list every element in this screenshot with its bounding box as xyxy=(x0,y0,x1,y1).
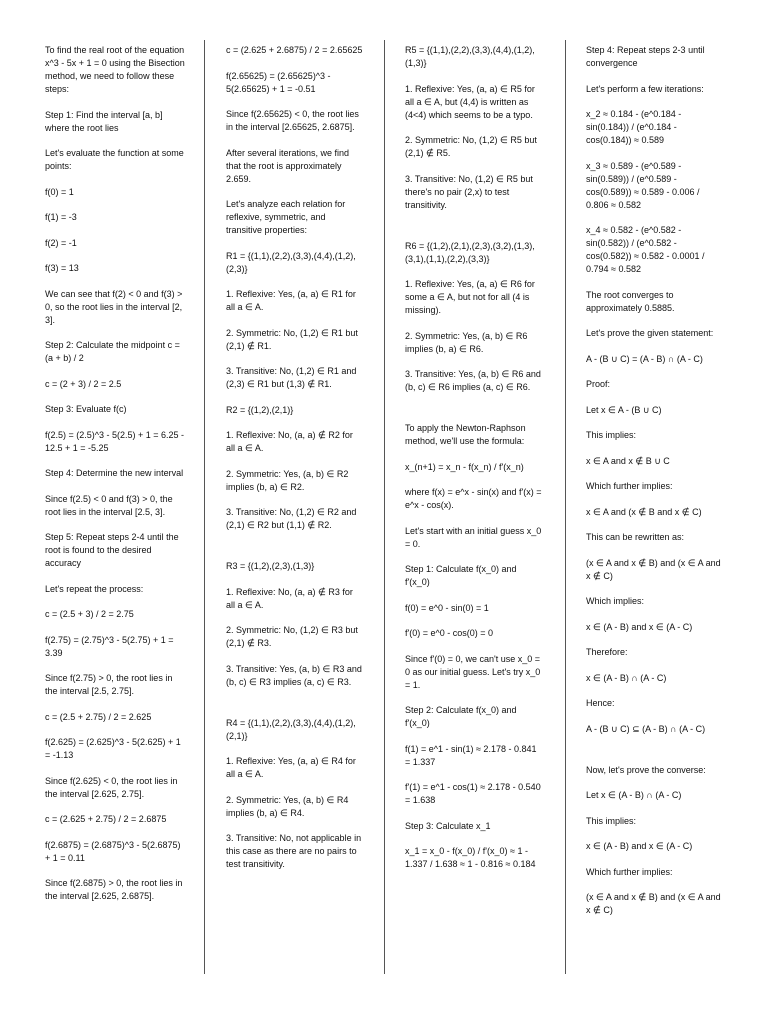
paragraph: Let x ∈ A - (B ∪ C) xyxy=(586,404,662,415)
paragraph: R6 = {(1,2),(2,1),(2,3),(3,2),(1,3),(3,1),(1,1),(2,2),(3,3)} xyxy=(405,240,535,264)
paragraph: 1. Reflexive: No, (a, a) ∉ R3 for all a ∈ A. xyxy=(226,586,353,610)
paragraph: x ∈ (A - B) ∩ (A - C) xyxy=(586,672,667,683)
paragraph: 2. Symmetric: Yes, (a, b) ∈ R2 implies (b, a) ∈ R2. xyxy=(226,468,349,492)
paragraph: Let's evaluate the function at some points: xyxy=(45,148,184,171)
paragraph: f'(1) = e^1 - cos(1) ≈ 2.178 - 0.540 = 1.638 xyxy=(405,782,541,805)
paragraph: f(0) = 1 xyxy=(45,186,74,197)
paragraph: A - (B ∪ C) = (A - B) ∩ (A - C) xyxy=(586,353,703,364)
paragraph: f(2.75) = (2.75)^3 - 5(2.75) + 1 = 3.39 xyxy=(45,634,174,658)
paragraph: 2. Symmetric: No, (1,2) ∈ R5 but (2,1) ∉ R5. xyxy=(405,135,537,158)
paragraph: To apply the Newton-Raphson method, we'll use the formula: xyxy=(405,423,526,446)
paragraph: (x ∈ A and x ∉ B) and (x ∈ A and x ∉ C) xyxy=(586,892,721,915)
paragraph: R4 = {(1,1),(2,2),(3,3),(4,4),(1,2),(2,1)} xyxy=(226,717,356,741)
paragraph: 2. Symmetric: Yes, (a, b) ∈ R4 implies (b, a) ∈ R4. xyxy=(226,794,349,818)
paragraph: Since f(2.75) > 0, the root lies in the interval [2.5, 2.75]. xyxy=(45,673,173,696)
column-3 xyxy=(405,44,543,884)
paragraph: f(2.5) = (2.5)^3 - 5(2.5) + 1 = 6.25 - 12.5 + 1 = -5.25 xyxy=(45,429,185,453)
paragraph: Step 4: Repeat steps 2-3 until convergence xyxy=(586,45,705,68)
paragraph: After several iterations, we find that the root is approximately 2.659. xyxy=(226,147,350,184)
paragraph: 3. Transitive: No, (1,2) ∈ R1 and (2,3) ∈ R1 but (1,3) ∉ R1. xyxy=(226,366,357,389)
paragraph: f(2.6875) = (2.6875)^3 - 5(2.6875) + 1 = 0.11 xyxy=(45,839,181,863)
paragraph: c = (2.625 + 2.75) / 2 = 2.6875 xyxy=(45,814,167,824)
paragraph: Let x ∈ (A - B) ∩ (A - C) xyxy=(586,790,682,800)
paragraph: Now, let's prove the converse: xyxy=(586,764,706,775)
paragraph: x_4 ≈ 0.582 - (e^0.582 - sin(0.582)) / (e^0.582 - cos(0.582)) ≈ 0.582 - 0.0001 / 0.794 ≈ 0.582 xyxy=(586,225,705,274)
paragraph: x ∈ A and x ∉ B ∪ C xyxy=(586,455,670,466)
paragraph: 1. Reflexive: No, (a, a) ∉ R2 for all a ∈ A. xyxy=(226,430,353,453)
paragraph: Step 1: Calculate f(x_0) and f'(x_0) xyxy=(405,564,517,587)
paragraph: 2. Symmetric: No, (1,2) ∈ R3 but (2,1) ∉ R3. xyxy=(226,625,358,648)
paragraph: f(3) = 13 xyxy=(45,263,79,273)
paragraph: Proof: xyxy=(586,379,611,389)
paragraph: R3 = {(1,2),(2,3),(1,3)} xyxy=(226,561,315,571)
paragraph: Which implies: xyxy=(586,596,645,606)
paragraph: f(1) = e^1 - sin(1) ≈ 2.178 - 0.841 = 1.337 xyxy=(405,743,537,767)
column-1 xyxy=(45,44,185,916)
paragraph: 3. Transitive: No, not applicable in this case as there are no pairs to test transitivity. xyxy=(226,833,362,869)
paragraph: where f(x) = e^x - sin(x) and f'(x) = e^x - cos(x). xyxy=(405,487,542,510)
paragraph: 3. Transitive: Yes, (a, b) ∈ R3 and (b, c) ∈ R3 implies (a, c) ∈ R3. xyxy=(226,663,362,687)
paragraph: x ∈ (A - B) and x ∈ (A - C) xyxy=(586,621,693,632)
paragraph: (x ∈ A and x ∉ B) and (x ∈ A and x ∉ C) xyxy=(586,557,721,581)
paragraph: 3. Transitive: No, (1,2) ∈ R2 and (2,1) ∈ R2 but (1,1) ∉ R2. xyxy=(226,507,357,530)
paragraph: This implies: xyxy=(586,815,637,826)
paragraph: Since f(2.5) < 0 and f(3) > 0, the root lies in the interval [2.5, 3]. xyxy=(45,493,173,517)
paragraph: Let's perform a few iterations: xyxy=(586,83,704,94)
paragraph: Since f(2.625) < 0, the root lies in the interval [2.625, 2.75]. xyxy=(45,775,178,799)
paragraph: 1. Reflexive: Yes, (a, a) ∈ R5 for all a ∈ A, but (4,4) is written as (4<4) which seems to be a typo. xyxy=(405,83,535,120)
paragraph: f(2.65625) = (2.65625)^3 - 5(2.65625) + 1 = -0.51 xyxy=(226,70,331,94)
paragraph: Step 4: Determine the new interval xyxy=(45,468,184,478)
paragraph: Let's start with an initial guess x_0 = 0. xyxy=(405,525,542,549)
paragraph: c = (2.625 + 2.6875) / 2 = 2.65625 xyxy=(226,45,363,55)
column-divider xyxy=(384,40,385,974)
paragraph: Which further implies: xyxy=(586,481,673,491)
paragraph: f(0) = e^0 - sin(0) = 1 xyxy=(405,602,489,613)
column-2 xyxy=(226,44,364,884)
paragraph: R1 = {(1,1),(2,2),(3,3),(4,4),(1,2),(2,3)} xyxy=(226,250,356,274)
paragraph: x_3 ≈ 0.589 - (e^0.589 - sin(0.589)) / (e^0.589 - cos(0.589)) ≈ 0.589 - 0.006 / 0.806 ≈ 0.582 xyxy=(586,160,700,210)
paragraph: x_1 = x_0 - f(x_0) / f'(x_0) ≈ 1 - 1.337 / 1.638 ≈ 1 - 0.816 ≈ 0.184 xyxy=(405,846,536,869)
paragraph: The root converges to approximately 0.5885. xyxy=(586,289,675,313)
column-divider xyxy=(565,40,566,974)
paragraph: Step 1: Find the interval [a, b] where the root lies xyxy=(45,109,163,133)
paragraph: 1. Reflexive: Yes, (a, a) ∈ R1 for all a ∈ A. xyxy=(226,289,356,312)
paragraph: f(2) = -1 xyxy=(45,237,77,248)
paragraph: Therefore: xyxy=(586,647,628,657)
paragraph: 2. Symmetric: No, (1,2) ∈ R1 but (2,1) ∉ R1. xyxy=(226,327,358,351)
paragraph: Since f(2.65625) < 0, the root lies in the interval [2.65625, 2.6875]. xyxy=(226,109,359,132)
paragraph: Let's analyze each relation for reflexive, symmetric, and transitive properties: xyxy=(226,199,346,235)
paragraph: Step 2: Calculate f(x_0) and f'(x_0) xyxy=(405,705,517,728)
column-4 xyxy=(586,44,724,930)
paragraph: 3. Transitive: No, (1,2) ∈ R5 but there's no pair (2,x) to test transitivity. xyxy=(405,173,533,210)
paragraph: 1. Reflexive: Yes, (a, a) ∈ R4 for all a ∈ A. xyxy=(226,756,356,779)
paragraph: Since f(2.6875) > 0, the root lies in the interval [2.625, 2.6875]. xyxy=(45,878,183,901)
paragraph: c = (2.5 + 2.75) / 2 = 2.625 xyxy=(45,711,152,722)
paragraph: c = (2 + 3) / 2 = 2.5 xyxy=(45,378,122,389)
paragraph: Hence: xyxy=(586,698,615,708)
column-divider xyxy=(204,40,205,974)
paragraph: A - (B ∪ C) ⊆ (A - B) ∩ (A - C) xyxy=(586,723,706,734)
paragraph: This can be rewritten as: xyxy=(586,532,685,542)
paragraph: Let's prove the given statement: xyxy=(586,328,714,338)
paragraph: 1. Reflexive: Yes, (a, a) ∈ R6 for some a ∈ A, but not for all (4 is missing). xyxy=(405,279,535,315)
paragraph: Step 3: Evaluate f(c) xyxy=(45,404,127,414)
paragraph: Step 3: Calculate x_1 xyxy=(405,820,491,831)
paragraph: f(1) = -3 xyxy=(45,212,77,222)
paragraph: c = (2.5 + 3) / 2 = 2.75 xyxy=(45,609,134,619)
paragraph: f(2.625) = (2.625)^3 - 5(2.625) + 1 = -1.13 xyxy=(45,737,181,760)
paragraph: Step 2: Calculate the midpoint c = (a + b) / 2 xyxy=(45,340,180,363)
paragraph: f'(0) = e^0 - cos(0) = 0 xyxy=(405,628,493,638)
paragraph: 2. Symmetric: Yes, (a, b) ∈ R6 implies (b, a) ∈ R6. xyxy=(405,330,528,354)
paragraph: This implies: xyxy=(586,430,637,440)
paragraph: We can see that f(2) < 0 and f(3) > 0, so the root lies in the interval [2, 3]. xyxy=(45,288,183,325)
paragraph: x_2 ≈ 0.184 - (e^0.184 - sin(0.184)) / (e^0.184 - cos(0.184)) ≈ 0.589 xyxy=(586,109,682,145)
paragraph: To find the real root of the equation x^3 - 5x + 1 = 0 using the Bisection method, we need to follow these steps: xyxy=(45,45,185,94)
paragraph: 3. Transitive: Yes, (a, b) ∈ R6 and (b, c) ∈ R6 implies (a, c) ∈ R6. xyxy=(405,369,541,392)
paragraph: Which further implies: xyxy=(586,866,673,877)
paragraph: x ∈ A and (x ∉ B and x ∉ C) xyxy=(586,506,702,517)
paragraph: x_(n+1) = x_n - f(x_n) / f'(x_n) xyxy=(405,461,524,472)
paragraph: Step 5: Repeat steps 2-4 until the root is found to the desired accuracy xyxy=(45,532,179,568)
paragraph: Let's repeat the process: xyxy=(45,583,144,594)
paragraph: x ∈ (A - B) and x ∈ (A - C) xyxy=(586,841,693,851)
paragraph: Since f'(0) = 0, we can't use x_0 = 0 as our initial guess. Let's try x_0 = 1. xyxy=(405,653,541,690)
paragraph: R5 = {(1,1),(2,2),(3,3),(4,4),(1,2),(1,3)} xyxy=(405,45,535,68)
paragraph: R2 = {(1,2),(2,1)} xyxy=(226,404,294,415)
